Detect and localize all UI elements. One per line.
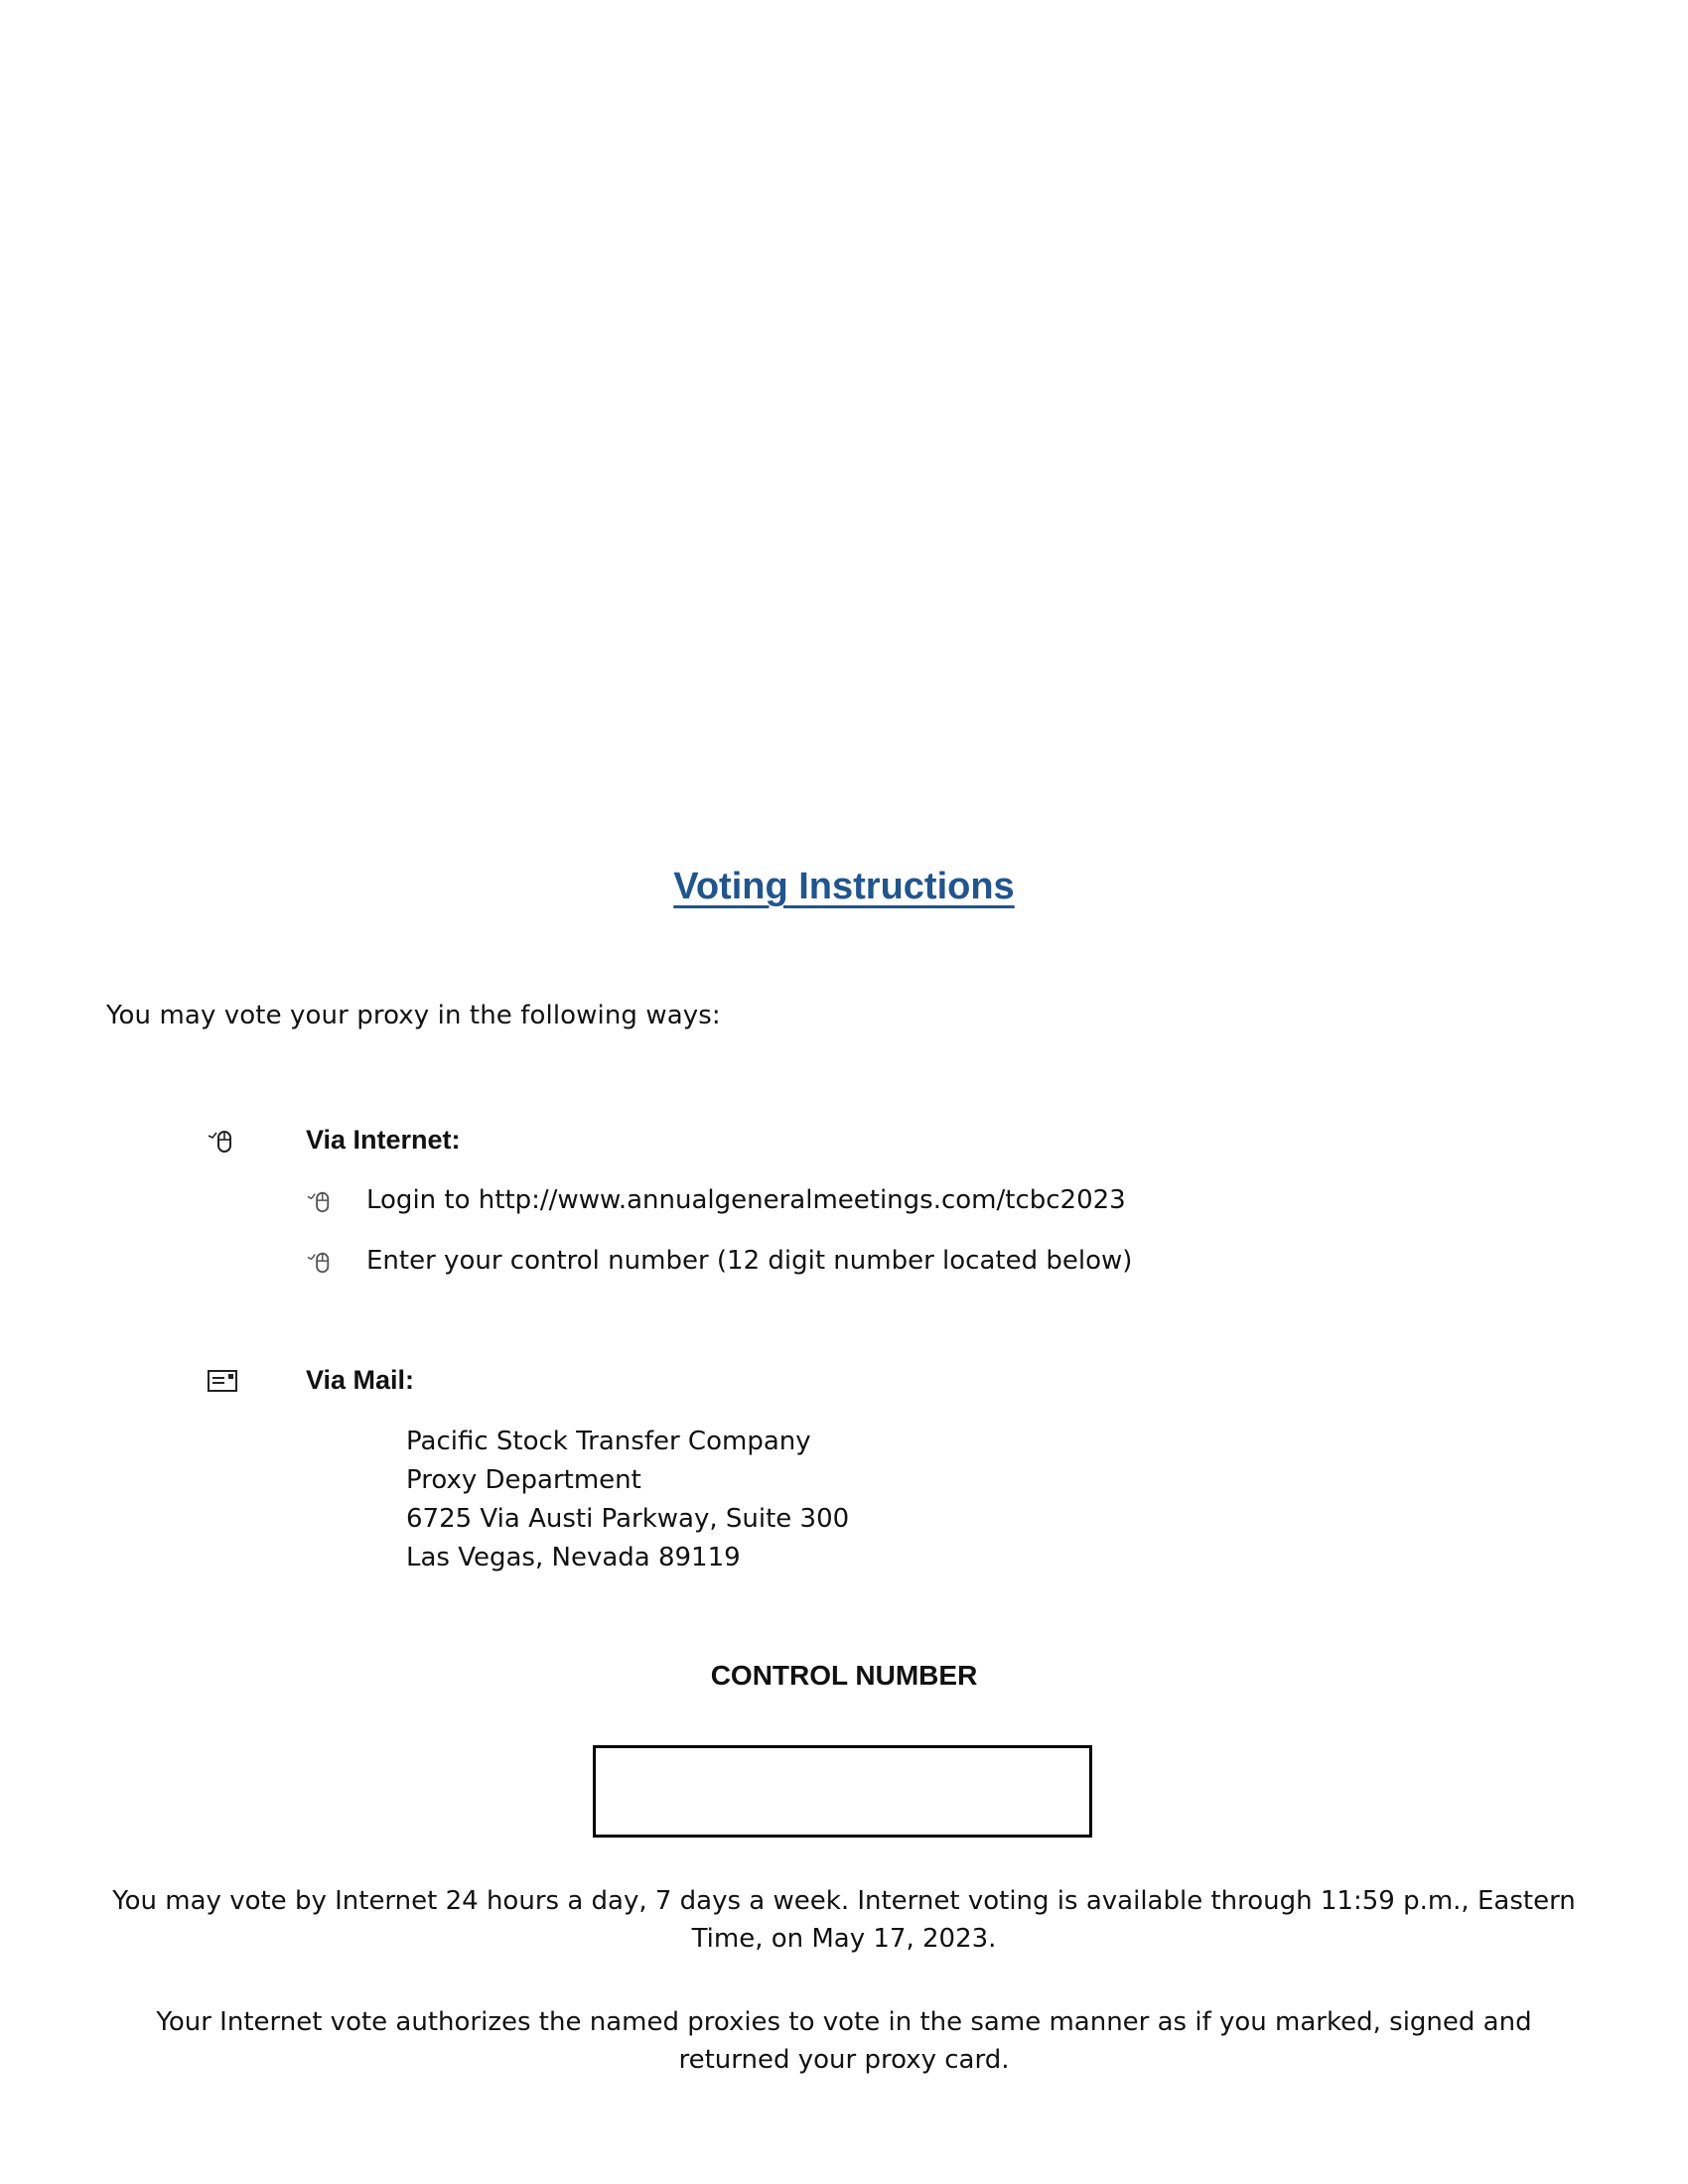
voting-hours-note: You may vote by Internet 24 hours a day, 7 days a week. Internet voting is available through 11:59 p.m., Eastern Time, on May 17, 2023. — [112, 1886, 1576, 1954]
internet-step-login: Login to http://www.annualgeneralmeetings.com/tcbc2023 — [366, 1185, 1126, 1215]
via-internet-heading: Via Internet: — [306, 1125, 461, 1155]
address-line: 6725 Via Austi Parkway, Suite 300 — [406, 1504, 850, 1534]
intro-text: You may vote your proxy in the following ways: — [106, 1001, 721, 1030]
computer-mouse-icon — [306, 1189, 332, 1215]
page-title: Voting Instructions — [673, 866, 1015, 907]
via-mail-heading: Via Mail: — [306, 1365, 415, 1395]
control-number-box — [593, 1745, 1092, 1838]
computer-mouse-icon — [306, 1250, 332, 1276]
address-line: Pacific Stock Transfer Company — [406, 1427, 811, 1456]
computer-mouse-icon — [207, 1128, 234, 1156]
address-line: Las Vegas, Nevada 89119 — [406, 1543, 741, 1572]
envelope-icon — [207, 1368, 238, 1394]
address-line: Proxy Department — [406, 1465, 641, 1495]
proxy-authorization-note: Your Internet vote authorizes the named proxies to vote in the same manner as if you marked, signed and returned your proxy card. — [156, 2007, 1532, 2075]
mailing-address — [406, 1423, 849, 1577]
internet-step-control-number: Enter your control number (12 digit number located below) — [366, 1246, 1133, 1276]
control-number-label: CONTROL NUMBER — [710, 1660, 978, 1691]
